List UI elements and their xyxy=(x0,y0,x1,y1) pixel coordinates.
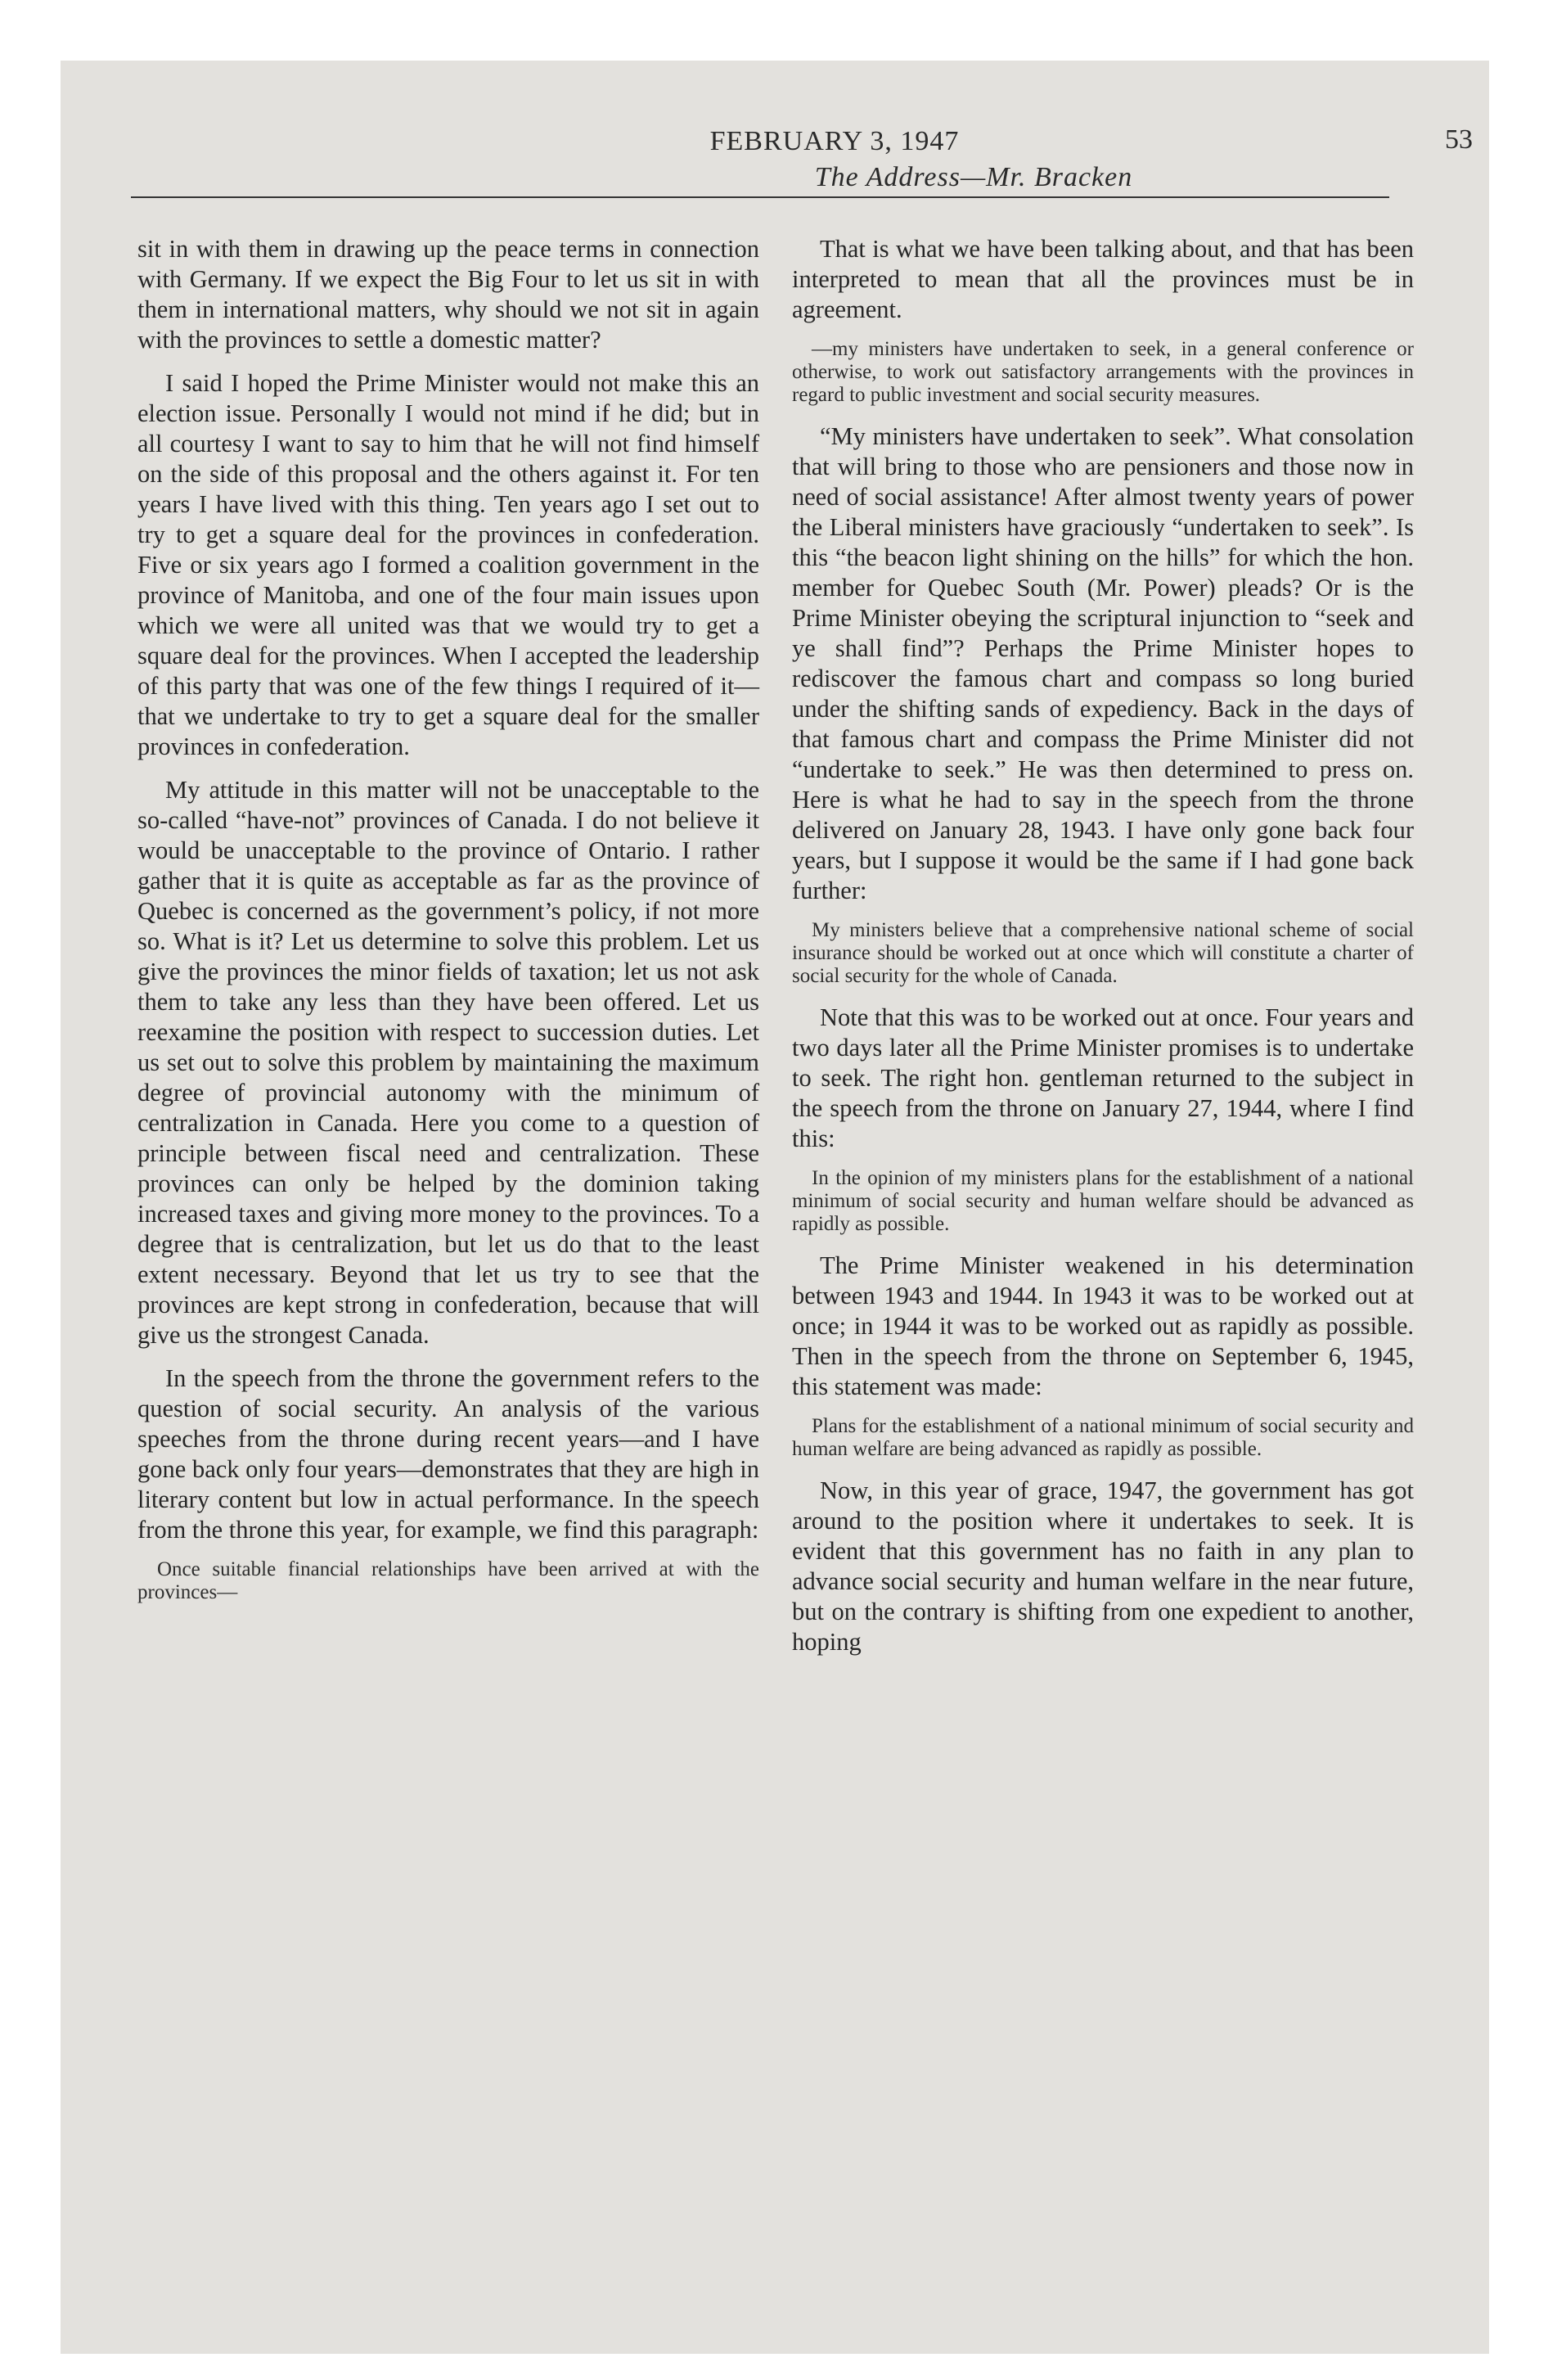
paragraph: Now, in this year of grace, 1947, the government has got around to the position where it undertakes to seek. It is evident that this government has no faith in any plan to advance social security and human welfare in the near future, but on the contrary is shifting from one expedient to another, hoping xyxy=(792,1476,1414,1656)
left-column xyxy=(137,234,759,1619)
paragraph: sit in with them in drawing up the peace terms in connection with Germany. If we expect the Big Four to let us sit in with them in international matters, why should we not sit in again with the provinces to settle a domestic matter? xyxy=(137,235,759,354)
block-quote: My ministers believe that a comprehensive national scheme of social insurance should be worked out at once which will constitute a charter of social security for the whole of Canada. xyxy=(792,919,1414,987)
paragraph: The Prime Minister weakened in his determination between 1943 and 1944. In 1943 it was to be worked out at once; in 1944 it was to be worked out as rapidly as possible. Then in the speech from the throne on September 6, 1945, this statement was made: xyxy=(792,1251,1414,1400)
block-quote: Plans for the establishment of a national minimum of social security and human welfare are being advanced as rapidly as possible. xyxy=(792,1415,1414,1460)
page-header xyxy=(196,61,1473,192)
paragraph: My attitude in this matter will not be unacceptable to the so-called “have-not” provinces of Canada. I do not believe it would be unacceptable to the province of Ontario. I rather gather that it is quite as acceptable as far as the province of Quebec is concerned as the government’s policy, if not more so. What is it? Let us determine to solve this problem. Let us give the provinces the minor fields of taxation; let us not ask them to take any less than they have been offered. Let us reexamine the position with respect to succession duties. Let us set out to solve this problem by maintaining the maximum degree of provincial autonomy with the minimum of centralization in Canada. Here you come to a question of principle between fiscal need and centralization. These provinces can only be helped by the dominion taking increased taxes and giving more money to the provinces. To a degree that is centralization, but let us do that to the least extent necessary. Beyond that let us try to see that the provinces are kept strong in confederation, because that will give us the strongest Canada. xyxy=(137,776,759,1349)
paragraph: Note that this was to be worked out at once. Four years and two days later all the Prime Minister promises is to undertake to seek. The right hon. gentleman returned to the subject in the speech from the throne on January 27, 1944, where I find this: xyxy=(792,1003,1414,1152)
paragraph: I said I hoped the Prime Minister would not make this an election issue. Personally I would not mind if he did; but in all courtesy I want to say to him that he will not find himself on the side of this proposal and the others against it. For ten years I have lived with this thing. Ten years ago I set out to try to get a square deal for the provinces in confederation. Five or six years ago I formed a coalition government in the province of Manitoba, and one of the four main issues upon which we were all united was that we would try to get a square deal for the provinces. When I accepted the leadership of this party that was one of the few things I required of it—that we undertake to try to get a square deal for the smaller provinces in confederation. xyxy=(137,369,759,760)
block-quote: —my ministers have undertaken to seek, in a general conference or otherwise, to work out satisfactory arrangements with the provinces in regard to public investment and social security measures. xyxy=(792,338,1414,406)
running-title: The Address—Mr. Bracken xyxy=(814,162,1133,192)
page-number: 53 xyxy=(1445,124,1473,155)
paragraph: That is what we have been talking about, and that has been interpreted to mean that all the provinces must be in agreement. xyxy=(792,235,1414,323)
header-rule xyxy=(131,196,1389,198)
header-date: FEBRUARY 3, 1947 xyxy=(709,126,960,156)
right-column xyxy=(792,234,1414,1670)
scanned-page xyxy=(61,61,1489,2354)
paragraph: “My ministers have undertaken to seek”. What consolation that will bring to those who are pensioners and those now in need of social assistance! After almost twenty years of power the Liberal ministers have graciously “undertaken to seek”. Is this “the beacon light shining on the hills” for which the hon. member for Quebec South (Mr. Power) pleads? Or is the Prime Minister obeying the scriptural injunction to “seek and ye shall find”? Perhaps the Prime Minister hopes to rediscover the famous chart and compass so long buried under the shifting sands of expediency. Back in the days of that famous chart and compass the Prime Minister did not “undertake to seek.” He was then determined to press on. Here is what he had to say in the speech from the throne delivered on January 28, 1943. I have only gone back four years, but I suppose it would be the same if I had gone back further: xyxy=(792,422,1414,904)
block-quote: In the opinion of my ministers plans for the establishment of a national minimum of social security and human welfare should be advanced as rapidly as possible. xyxy=(792,1167,1414,1235)
paragraph: In the speech from the throne the government refers to the question of social security. An analysis of the various speeches from the throne during recent years—and I have gone back only four years—demonstrates that they are high in literary content but low in actual performance. In the speech from the throne this year, for example, we find this paragraph: xyxy=(137,1364,759,1544)
block-quote: Once suitable financial relationships have been arrived at with the provinces— xyxy=(137,1558,759,1603)
